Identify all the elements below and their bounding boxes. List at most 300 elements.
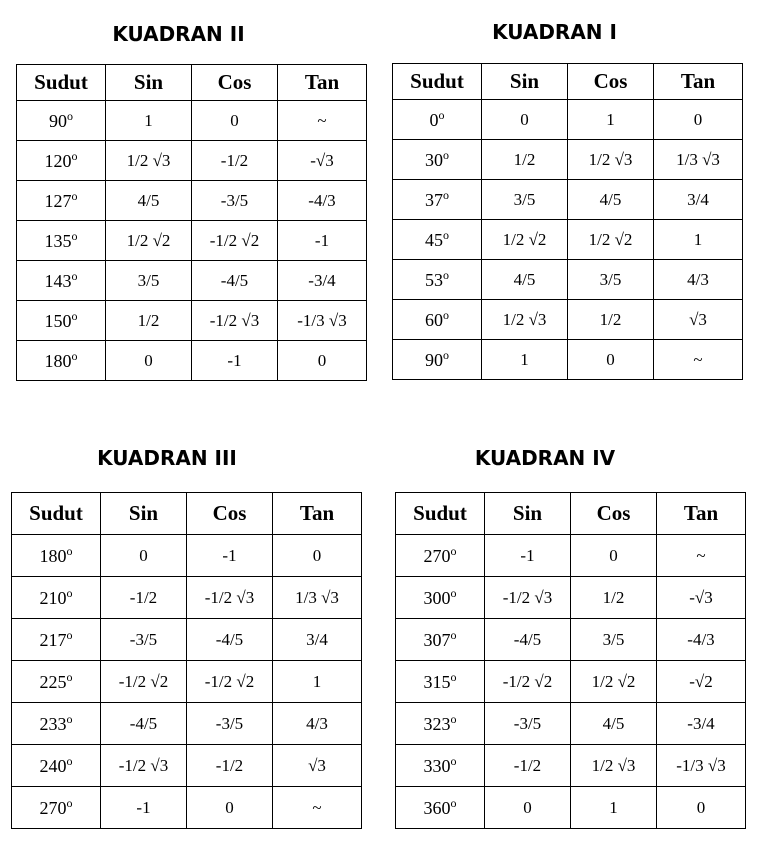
angle-cell <box>12 661 101 703</box>
value-cell-tan <box>657 577 746 619</box>
angle-value: 90 <box>425 350 443 370</box>
cell-value: 0 <box>696 798 706 817</box>
value-cell-tan <box>654 340 743 380</box>
value-cell-sin <box>482 140 568 180</box>
angle-cell <box>17 141 106 181</box>
angle-value: 120 <box>44 151 72 171</box>
cell-value: 1/2 √2 <box>591 672 636 691</box>
cell-value: -3/4 <box>308 271 336 290</box>
value-cell-sin <box>106 221 192 261</box>
cell-value: 1/3 √3 <box>295 588 339 607</box>
angle-value: 37 <box>425 190 443 210</box>
cell-value: 1 <box>312 672 322 691</box>
column-header-sin: Sin <box>106 65 192 101</box>
value-cell-cos <box>568 220 654 260</box>
cell-value: 3/5 <box>513 190 536 209</box>
degree-symbol: o <box>71 309 78 323</box>
angle-cell <box>396 577 485 619</box>
cell-value: -1 <box>314 231 330 250</box>
table-row <box>12 787 362 829</box>
column-header-tan: Tan <box>273 493 362 535</box>
table-row <box>17 221 367 261</box>
value-cell-tan <box>273 745 362 787</box>
cell-value: -1/2 √2 <box>204 672 255 691</box>
value-cell-sin <box>106 181 192 221</box>
table-row <box>17 101 367 141</box>
cell-value: 3/5 <box>137 271 160 290</box>
table-row <box>12 703 362 745</box>
cell-value: -1/2 <box>220 151 249 170</box>
value-cell-tan <box>654 140 743 180</box>
cell-value: 1/2 √3 <box>126 151 171 170</box>
cell-value: ~ <box>312 798 322 817</box>
table-row <box>396 703 746 745</box>
cell-value: 4/3 <box>687 270 709 289</box>
cell-value: 1 <box>144 111 153 130</box>
cell-value: 4/5 <box>513 270 536 289</box>
value-cell-cos <box>568 140 654 180</box>
angle-cell <box>396 745 485 787</box>
angle-cell <box>12 787 101 829</box>
angle-value: 30 <box>425 150 443 170</box>
degree-symbol: o <box>450 754 457 768</box>
value-cell-sin <box>101 661 187 703</box>
table-row <box>17 341 367 381</box>
angle-value: 90 <box>49 111 67 131</box>
angle-cell <box>12 535 101 577</box>
angle-value: 217 <box>39 630 67 650</box>
value-cell-sin <box>101 703 187 745</box>
angle-cell <box>17 181 106 221</box>
cell-value: -√2 <box>689 672 713 691</box>
value-cell-cos <box>571 787 657 829</box>
cell-value: 0 <box>317 351 327 370</box>
cell-value: √3 <box>308 756 326 775</box>
value-cell-sin <box>106 141 192 181</box>
cell-value: 4/5 <box>602 714 625 733</box>
value-cell-cos <box>568 260 654 300</box>
column-header-cos: Cos <box>187 493 273 535</box>
value-cell-sin <box>482 260 568 300</box>
cell-value: 0 <box>312 546 322 565</box>
column-header-tan: Tan <box>657 493 746 535</box>
angle-cell <box>17 101 106 141</box>
cell-value: 1/2 √3 <box>588 150 633 169</box>
degree-symbol: o <box>66 712 73 726</box>
degree-symbol: o <box>438 108 445 122</box>
table-row <box>12 661 362 703</box>
degree-symbol: o <box>71 189 78 203</box>
angle-value: 360 <box>423 798 451 818</box>
value-cell-sin <box>106 301 192 341</box>
table-kuadran-1 <box>392 63 743 380</box>
cell-value: -3/4 <box>687 714 715 733</box>
degree-symbol: o <box>450 712 457 726</box>
table-row <box>17 141 367 181</box>
angle-value: 233 <box>39 714 67 734</box>
table-kuadran-3 <box>11 492 362 829</box>
value-cell-cos <box>568 100 654 140</box>
value-cell-sin <box>482 300 568 340</box>
value-cell-tan <box>278 341 367 381</box>
header-row <box>17 65 367 101</box>
degree-symbol: o <box>66 586 73 600</box>
column-header-sin: Sin <box>482 64 568 100</box>
angle-value: 315 <box>423 672 451 692</box>
table-row <box>393 260 743 300</box>
title-kuadran-1: KUADRAN I <box>492 20 617 44</box>
degree-symbol: o <box>443 188 449 202</box>
angle-cell <box>393 140 482 180</box>
value-cell-tan <box>278 101 367 141</box>
table-row <box>12 745 362 787</box>
value-cell-tan <box>273 661 362 703</box>
degree-symbol: o <box>71 269 78 283</box>
cell-value: 1/2 <box>602 588 625 607</box>
angle-value: 270 <box>39 798 67 818</box>
table-row <box>396 577 746 619</box>
cell-value: √3 <box>689 310 707 329</box>
column-header-cos: Cos <box>568 64 654 100</box>
value-cell-tan <box>654 180 743 220</box>
value-cell-cos <box>571 745 657 787</box>
cell-value: 1/2 √2 <box>126 231 171 250</box>
column-header-sudut: Sudut <box>396 493 485 535</box>
cell-value: -1/2 √3 <box>118 756 169 775</box>
cell-value: -1 <box>136 798 151 817</box>
value-cell-cos <box>187 745 273 787</box>
value-cell-sin <box>101 577 187 619</box>
angle-value: 270 <box>423 546 451 566</box>
cell-value: -1/2 <box>513 756 542 775</box>
cell-value: -4/5 <box>220 271 249 290</box>
title-kuadran-3: KUADRAN III <box>97 446 237 470</box>
value-cell-tan <box>273 703 362 745</box>
cell-value: 4/5 <box>137 191 160 210</box>
value-cell-sin <box>106 101 192 141</box>
value-cell-sin <box>482 340 568 380</box>
column-header-sin: Sin <box>485 493 571 535</box>
cell-value: -3/5 <box>129 630 158 649</box>
value-cell-sin <box>101 619 187 661</box>
cell-value: 3/4 <box>687 190 709 209</box>
angle-cell <box>393 300 482 340</box>
degree-symbol: o <box>450 586 457 600</box>
angle-value: 60 <box>425 310 443 330</box>
table-row <box>393 300 743 340</box>
value-cell-tan <box>654 300 743 340</box>
cell-value: -1/2 <box>129 588 158 607</box>
title-kuadran-4: KUADRAN IV <box>474 446 616 470</box>
cell-value: 0 <box>139 546 148 565</box>
value-cell-tan <box>273 619 362 661</box>
angle-value: 127 <box>44 191 72 211</box>
value-cell-tan <box>278 261 367 301</box>
degree-symbol: o <box>66 628 73 642</box>
value-cell-sin <box>485 619 571 661</box>
angle-value: 53 <box>425 270 443 290</box>
cell-value: -1 <box>227 351 242 370</box>
value-cell-sin <box>482 220 568 260</box>
value-cell-tan <box>278 301 367 341</box>
value-cell-cos <box>568 180 654 220</box>
degree-symbol: o <box>443 348 449 362</box>
angle-value: 143 <box>44 271 72 291</box>
value-cell-cos <box>192 141 278 181</box>
table-row <box>396 745 746 787</box>
cell-value: ~ <box>696 546 706 565</box>
value-cell-tan <box>654 220 743 260</box>
angle-value: 330 <box>423 756 451 776</box>
value-cell-sin <box>485 787 571 829</box>
cell-value: 1/2 √3 <box>591 756 636 775</box>
angle-value: 240 <box>39 756 67 776</box>
angle-value: 300 <box>423 588 451 608</box>
cell-value: -1 <box>520 546 535 565</box>
cell-value: -√3 <box>689 588 713 607</box>
value-cell-sin <box>485 745 571 787</box>
value-cell-sin <box>485 535 571 577</box>
value-cell-cos <box>571 703 657 745</box>
cell-value: 0 <box>523 798 532 817</box>
angle-value: 307 <box>423 630 451 650</box>
cell-value: 0 <box>606 350 615 369</box>
table-row <box>12 535 362 577</box>
cell-value: 1 <box>520 350 529 369</box>
table-row <box>396 661 746 703</box>
header-row <box>393 64 743 100</box>
value-cell-cos <box>192 181 278 221</box>
table-row <box>393 100 743 140</box>
value-cell-cos <box>187 535 273 577</box>
degree-symbol: o <box>66 754 73 768</box>
degree-symbol: o <box>71 149 78 163</box>
cell-value: 1/2 <box>599 310 622 329</box>
value-cell-tan <box>273 787 362 829</box>
header-row <box>396 493 746 535</box>
value-cell-cos <box>568 300 654 340</box>
cell-value: -1/2 <box>215 756 244 775</box>
cell-value: 1/2 <box>513 150 536 169</box>
value-cell-sin <box>482 180 568 220</box>
value-cell-tan <box>657 745 746 787</box>
angle-value: 180 <box>44 351 72 371</box>
angle-cell <box>17 341 106 381</box>
value-cell-tan <box>278 221 367 261</box>
value-cell-cos <box>568 340 654 380</box>
value-cell-tan <box>278 181 367 221</box>
angle-value: 210 <box>39 588 67 608</box>
angle-cell <box>393 180 482 220</box>
cell-value: -4/3 <box>687 630 715 649</box>
cell-value: 1 <box>693 230 703 249</box>
table-row <box>393 220 743 260</box>
value-cell-sin <box>101 745 187 787</box>
cell-value: 0 <box>230 111 239 130</box>
value-cell-tan <box>657 619 746 661</box>
cell-value: 3/5 <box>602 630 625 649</box>
value-cell-sin <box>485 703 571 745</box>
column-header-sudut: Sudut <box>12 493 101 535</box>
value-cell-tan <box>273 535 362 577</box>
value-cell-cos <box>187 577 273 619</box>
degree-symbol: o <box>443 228 449 242</box>
cell-value: -1/2 √3 <box>209 311 260 330</box>
cell-value: -4/3 <box>308 191 336 210</box>
angle-cell <box>12 703 101 745</box>
degree-symbol: o <box>66 544 73 558</box>
angle-cell <box>396 787 485 829</box>
value-cell-tan <box>657 661 746 703</box>
cell-value: ~ <box>317 111 327 130</box>
cell-value: 1/2 √3 <box>502 310 547 329</box>
value-cell-sin <box>106 261 192 301</box>
degree-symbol: o <box>450 544 457 558</box>
value-cell-sin <box>485 577 571 619</box>
cell-value: -1/3 √3 <box>297 311 347 330</box>
cell-value: -√3 <box>310 151 334 170</box>
table-row <box>17 301 367 341</box>
value-cell-tan <box>278 141 367 181</box>
angle-value: 0 <box>429 110 439 130</box>
angle-value: 150 <box>44 311 72 331</box>
cell-value: 4/5 <box>599 190 622 209</box>
value-cell-cos <box>192 301 278 341</box>
angle-cell <box>12 619 101 661</box>
angle-value: 225 <box>39 672 67 692</box>
cell-value: 3/5 <box>599 270 622 289</box>
degree-symbol: o <box>71 229 78 243</box>
cell-value: 1 <box>609 798 618 817</box>
degree-symbol: o <box>67 109 73 123</box>
angle-value: 45 <box>425 230 443 250</box>
column-header-sudut: Sudut <box>17 65 106 101</box>
cell-value: 1/2 √2 <box>502 230 547 249</box>
title-kuadran-2: KUADRAN II <box>112 22 245 46</box>
degree-symbol: o <box>443 148 449 162</box>
cell-value: 1/2 <box>137 311 160 330</box>
value-cell-cos <box>187 703 273 745</box>
angle-value: 135 <box>44 231 72 251</box>
value-cell-tan <box>654 260 743 300</box>
column-header-cos: Cos <box>192 65 278 101</box>
angle-cell <box>396 661 485 703</box>
table-row <box>396 535 746 577</box>
cell-value: -3/5 <box>513 714 542 733</box>
value-cell-sin <box>101 535 187 577</box>
cell-value: 0 <box>693 110 703 129</box>
value-cell-cos <box>571 661 657 703</box>
degree-symbol: o <box>443 308 449 322</box>
column-header-sudut: Sudut <box>393 64 482 100</box>
value-cell-tan <box>657 787 746 829</box>
column-header-tan: Tan <box>654 64 743 100</box>
cell-value: -1/2 √2 <box>209 231 260 250</box>
cell-value: -1 <box>222 546 237 565</box>
cell-value: -4/5 <box>215 630 244 649</box>
value-cell-tan <box>657 535 746 577</box>
value-cell-cos <box>187 619 273 661</box>
table-row <box>12 619 362 661</box>
value-cell-sin <box>485 661 571 703</box>
degree-symbol: o <box>66 796 73 810</box>
cell-value: -1/2 √3 <box>204 588 255 607</box>
value-cell-cos <box>187 661 273 703</box>
value-cell-cos <box>192 341 278 381</box>
value-cell-cos <box>192 261 278 301</box>
cell-value: ~ <box>693 350 703 369</box>
angle-value: 323 <box>423 714 451 734</box>
cell-value: 3/4 <box>306 630 328 649</box>
cell-value: 0 <box>144 351 153 370</box>
cell-value: 0 <box>609 546 618 565</box>
degree-symbol: o <box>66 670 73 684</box>
column-header-sin: Sin <box>101 493 187 535</box>
value-cell-tan <box>273 577 362 619</box>
table-row <box>396 787 746 829</box>
angle-value: 180 <box>39 546 67 566</box>
cell-value: -3/5 <box>215 714 244 733</box>
table-row <box>17 181 367 221</box>
value-cell-sin <box>106 341 192 381</box>
angle-cell <box>393 100 482 140</box>
cell-value: -3/5 <box>220 191 249 210</box>
angle-cell <box>393 340 482 380</box>
angle-cell <box>393 260 482 300</box>
value-cell-cos <box>571 619 657 661</box>
cell-value: -4/5 <box>513 630 542 649</box>
angle-cell <box>396 619 485 661</box>
angle-cell <box>12 577 101 619</box>
value-cell-cos <box>192 101 278 141</box>
table-row <box>396 619 746 661</box>
degree-symbol: o <box>443 268 449 282</box>
table-row <box>393 140 743 180</box>
value-cell-cos <box>571 535 657 577</box>
value-cell-sin <box>101 787 187 829</box>
cell-value: 1/3 √3 <box>676 150 720 169</box>
angle-cell <box>12 745 101 787</box>
header-row <box>12 493 362 535</box>
cell-value: 0 <box>520 110 529 129</box>
cell-value: -1/2 √3 <box>502 588 553 607</box>
value-cell-sin <box>482 100 568 140</box>
degree-symbol: o <box>71 349 78 363</box>
angle-cell <box>17 261 106 301</box>
table-row <box>12 577 362 619</box>
table-row <box>17 261 367 301</box>
cell-value: 1 <box>606 110 615 129</box>
cell-value: -1/2 √2 <box>118 672 169 691</box>
angle-cell <box>393 220 482 260</box>
cell-value: -1/3 √3 <box>676 756 726 775</box>
cell-value: -1/2 √2 <box>502 672 553 691</box>
degree-symbol: o <box>450 628 457 642</box>
value-cell-cos <box>187 787 273 829</box>
column-header-cos: Cos <box>571 493 657 535</box>
angle-cell <box>396 703 485 745</box>
cell-value: 0 <box>225 798 234 817</box>
angle-cell <box>396 535 485 577</box>
table-row <box>393 340 743 380</box>
degree-symbol: o <box>450 796 457 810</box>
value-cell-cos <box>192 221 278 261</box>
column-header-tan: Tan <box>278 65 367 101</box>
degree-symbol: o <box>450 670 457 684</box>
table-kuadran-2 <box>16 64 367 381</box>
value-cell-tan <box>657 703 746 745</box>
table-kuadran-4 <box>395 492 746 829</box>
